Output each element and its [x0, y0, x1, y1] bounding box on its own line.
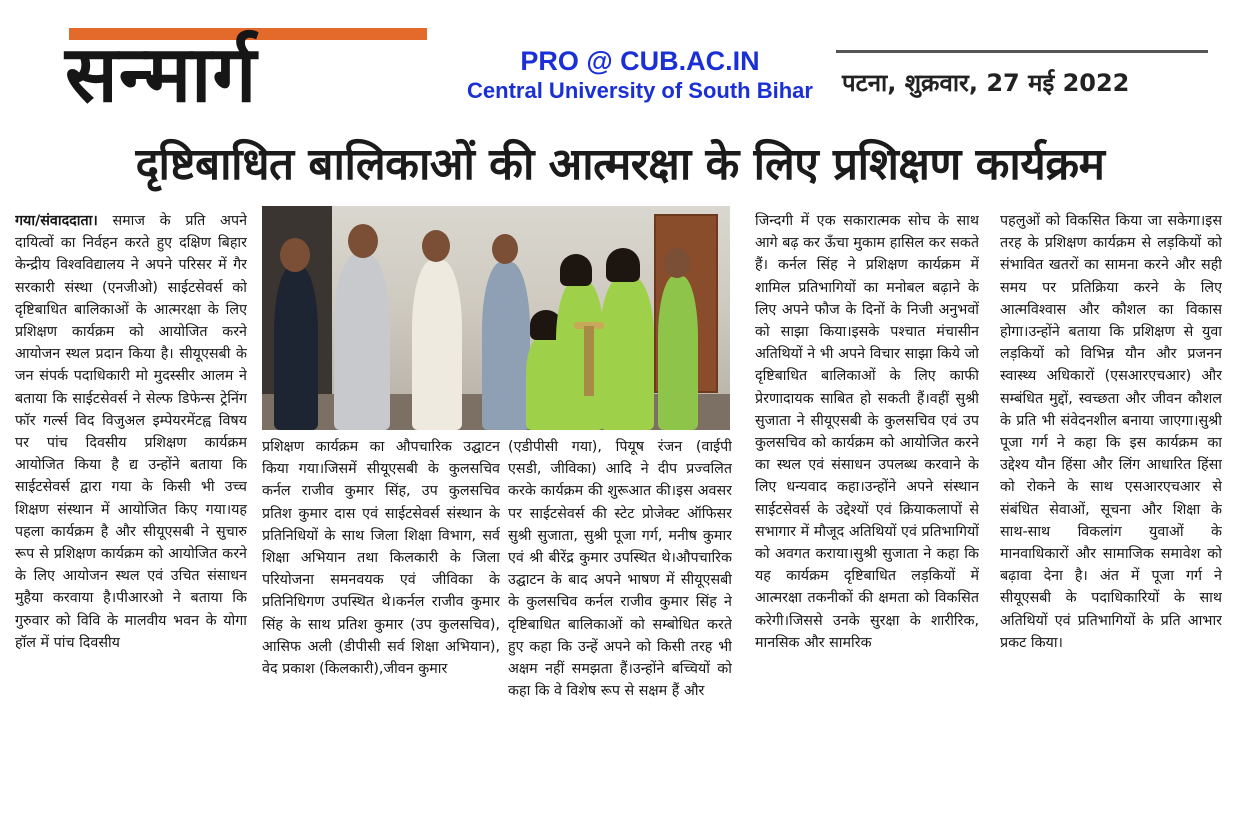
- event-photo: [262, 206, 730, 430]
- article-text: (एडीपीसी गया), पियूष रंजन (वाईपी एसडी, जीविका) आदि ने दीप प्रज्वलित करके कार्यक्रम की शुरूआत की।इस अवसर पर साईटसेवर्स की स्टेट प्रोजेक्ट ऑफिसर सुश्री सुजाता, सुश्री पूजा गर्ग, मनीष कुमार एवं श्री बीरेंद्र कुमार उपस्थित थे।औपचारिक उद्घाटन के बाद अपने भाषण में सीयूएसबी के कुलसचिव कर्नल राजीव कुमार सिंह ने दृष्टिबाधित बालिकाओं को सम्बोधित करते हुए कहा कि उन्हें अपने को किसी तरह भी अक्षम नहीं समझता हैं।उन्होंने बच्चियों को कहा कि वे विशेष रूप से सक्षम हैं और: [508, 439, 732, 700]
- photo-lamp: [584, 326, 594, 396]
- pro-stamp: [440, 45, 840, 105]
- photo-head: [664, 248, 690, 278]
- dateline-rule: [836, 50, 1208, 53]
- photo-person: [600, 276, 654, 430]
- photo-head: [492, 234, 518, 264]
- photo-head: [280, 238, 310, 272]
- photo-person: [274, 266, 318, 430]
- article-column-4: [755, 210, 979, 815]
- photo-person: [334, 254, 390, 430]
- article-column-3: [508, 436, 732, 816]
- article-dateline: गया/संवाददाता।: [15, 213, 98, 229]
- article-text: समाज के प्रति अपने दायित्वों का निर्वहन करते हुए दक्षिण बिहार केन्द्रीय विश्वविद्यालय ने अपने परिसर में गैर सरकारी संस्था (एनजीओ) साईटसेवर्स को दृष्टिबाधित बालिकाओं के आत्मरक्षा के लिए प्रशिक्षण कार्यक्रम को आयोजित करने आयोजन स्थल प्रदान किया है। सीयूएसबी के जन संपर्क पदाधिकारी मो मुदस्सीर आलम ने बताया कि साईटसेवर्स ने सेल्फ डिफेन्स ट्रेनिंग फॉर गर्ल्स विद विजुअल इम्पेयरमेंटह्व विषय पर पांच दिवसीय प्रशिक्षण कार्यक्रम आयोजित किया है द्य उन्होंने बताया कि साईटसेवर्स द्वारा गया के किसी भी उच्च शिक्षण संस्थान में आयोजित किए गया।यह पहला कार्यक्रम है और सीयूएसबी ने सुचारु रूप से प्रशिक्षण कार्यक्रम को आयोजित करने के लिए आयोजन स्थल एवं उचित संसाधन मुहैया करवाया है।पीआरओ ने बताया कि गुरुवार को विवि के मालवीय भवन के योगा हॉल में पांच दिवसीय: [15, 213, 247, 651]
- article-text: पहलुओं को विकसित किया जा सकेगा।इस तरह के प्रशिक्षण कार्यक्रम से लड़कियों को संभावित खतरों का सामना करने और सही समय पर प्रतिक्रिया करने के लिए आत्मविश्वास और कौशल का विकास होगा।उन्होंने बताया कि प्रशिक्षण से युवा लड़कियों को विभिन्न यौन और प्रजनन स्वास्थ्य अधिकारों (एसआरएचआर) और सम्बंधित मुद्दों, स्वच्छता और जीवन कौशल के प्रति भी संवेदनशील बनाया जाएगा।सुश्री पूजा गर्ग ने कहा कि इस कार्यक्रम का उद्देश्य यौन हिंसा और लिंग आधारित हिंसा को रोकने के साथ एसआरएचआर से संबंधित सेवाओं, सूचना और शिक्षा के साथ-साथ विकलांग युवाओं के मानवाधिकारों और सामाजिक समावेश को बढ़ावा देना है। अंत में पूजा गर्ग ने सीयूएसबी के पदाधिकारियों के साथ अतिथियों एवं प्रतिभागियों के प्रति आभार प्रकट किया।: [1000, 213, 1222, 651]
- article-column-2: [262, 436, 500, 816]
- pro-email: PRO @ CUB.AC.IN: [520, 46, 760, 76]
- photo-person: [556, 280, 604, 430]
- dateline: पटना, शुक्रवार, 27 मई 2022: [842, 69, 1130, 97]
- photo-head: [422, 230, 450, 262]
- photo-person: [658, 276, 698, 430]
- article-column-5: [1000, 210, 1222, 815]
- newspaper-logo: [65, 28, 435, 123]
- article-headline: दृष्टिबाधित बालिकाओं की आत्मरक्षा के लिए प्रशिक्षण कार्यक्रम: [135, 139, 1105, 190]
- photo-hair: [606, 248, 640, 282]
- photo-hair: [560, 254, 592, 286]
- logo-text: सन्मार्ग: [65, 30, 258, 120]
- photo-person: [412, 260, 462, 430]
- article-text: प्रशिक्षण कार्यक्रम का औपचारिक उद्घाटन किया गया।जिसमें सीयूएसबी के कुलसचिव कर्नल राजीव कुमार सिंह, उप कुलसचिव प्रतिश कुमार दास एवं साईटसेवर्स संस्थान के प्रतिनिधियों के साथ जिला शिक्षा विभाग, सर्व शिक्षा अभियान तथा किलकारी के जिला परियोजना समनवयक एवं जीविका के प्रतिनिधिगण उपस्थित थे।कर्नल राजीव कुमार सिंह के साथ प्रतिश कुमार (उप कुलसचिव), आसिफ अली (डीपीसी सर्व शिक्षा अभियान), वेद प्रकाश (किलकारी),जीवन कुमार: [262, 439, 500, 678]
- photo-head: [348, 224, 378, 258]
- university-name: Central University of South Bihar: [467, 78, 813, 103]
- article-column-1: [15, 210, 247, 815]
- article-text: जिन्दगी में एक सकारात्मक सोच के साथ आगे बढ़ कर ऊँचा मुकाम हासिल कर सकते हैं। कर्नल सिंह ने प्रशिक्षण कार्यक्रम में शामिल प्रतिभागियों का मनोबल बढ़ाने के लिए अपने फौज के दिनों के निजी अनुभवों को साझा किया।इसके पश्चात मंचासीन अतिथियों ने भी अपने विचार साझा किये जो दृष्टिबाधित बालिकाओं के लिए काफी प्रेरणादायक साबित हो सकती हैं।वहीं सुश्री सुजाता ने सीयूएसबी के कुलसचिव एवं उप कुलसचिव को कार्यक्रम को आयोजित करने का स्थल एवं संसाधन उपलब्ध करवाने के लिए धन्यवाद कहा।उन्होंने अपने संस्थान साईटसेवर्स के उद्देश्यों एवं क्रियाकलापों से सभागार में मौजूद अतिथियों एवं प्रतिभागियों को अवगत कराया।सुश्री सुजाता ने कहा कि यह कार्यक्रम दृष्टिबाधित लड़कियों में आत्मरक्षा तकनीकों की क्षमता को विकसित करेगी।जिससे उनके सुरक्षा के शारीरिक, मानसिक और सामरिक: [755, 213, 979, 651]
- photo-person: [482, 262, 530, 430]
- masthead: [0, 0, 1238, 130]
